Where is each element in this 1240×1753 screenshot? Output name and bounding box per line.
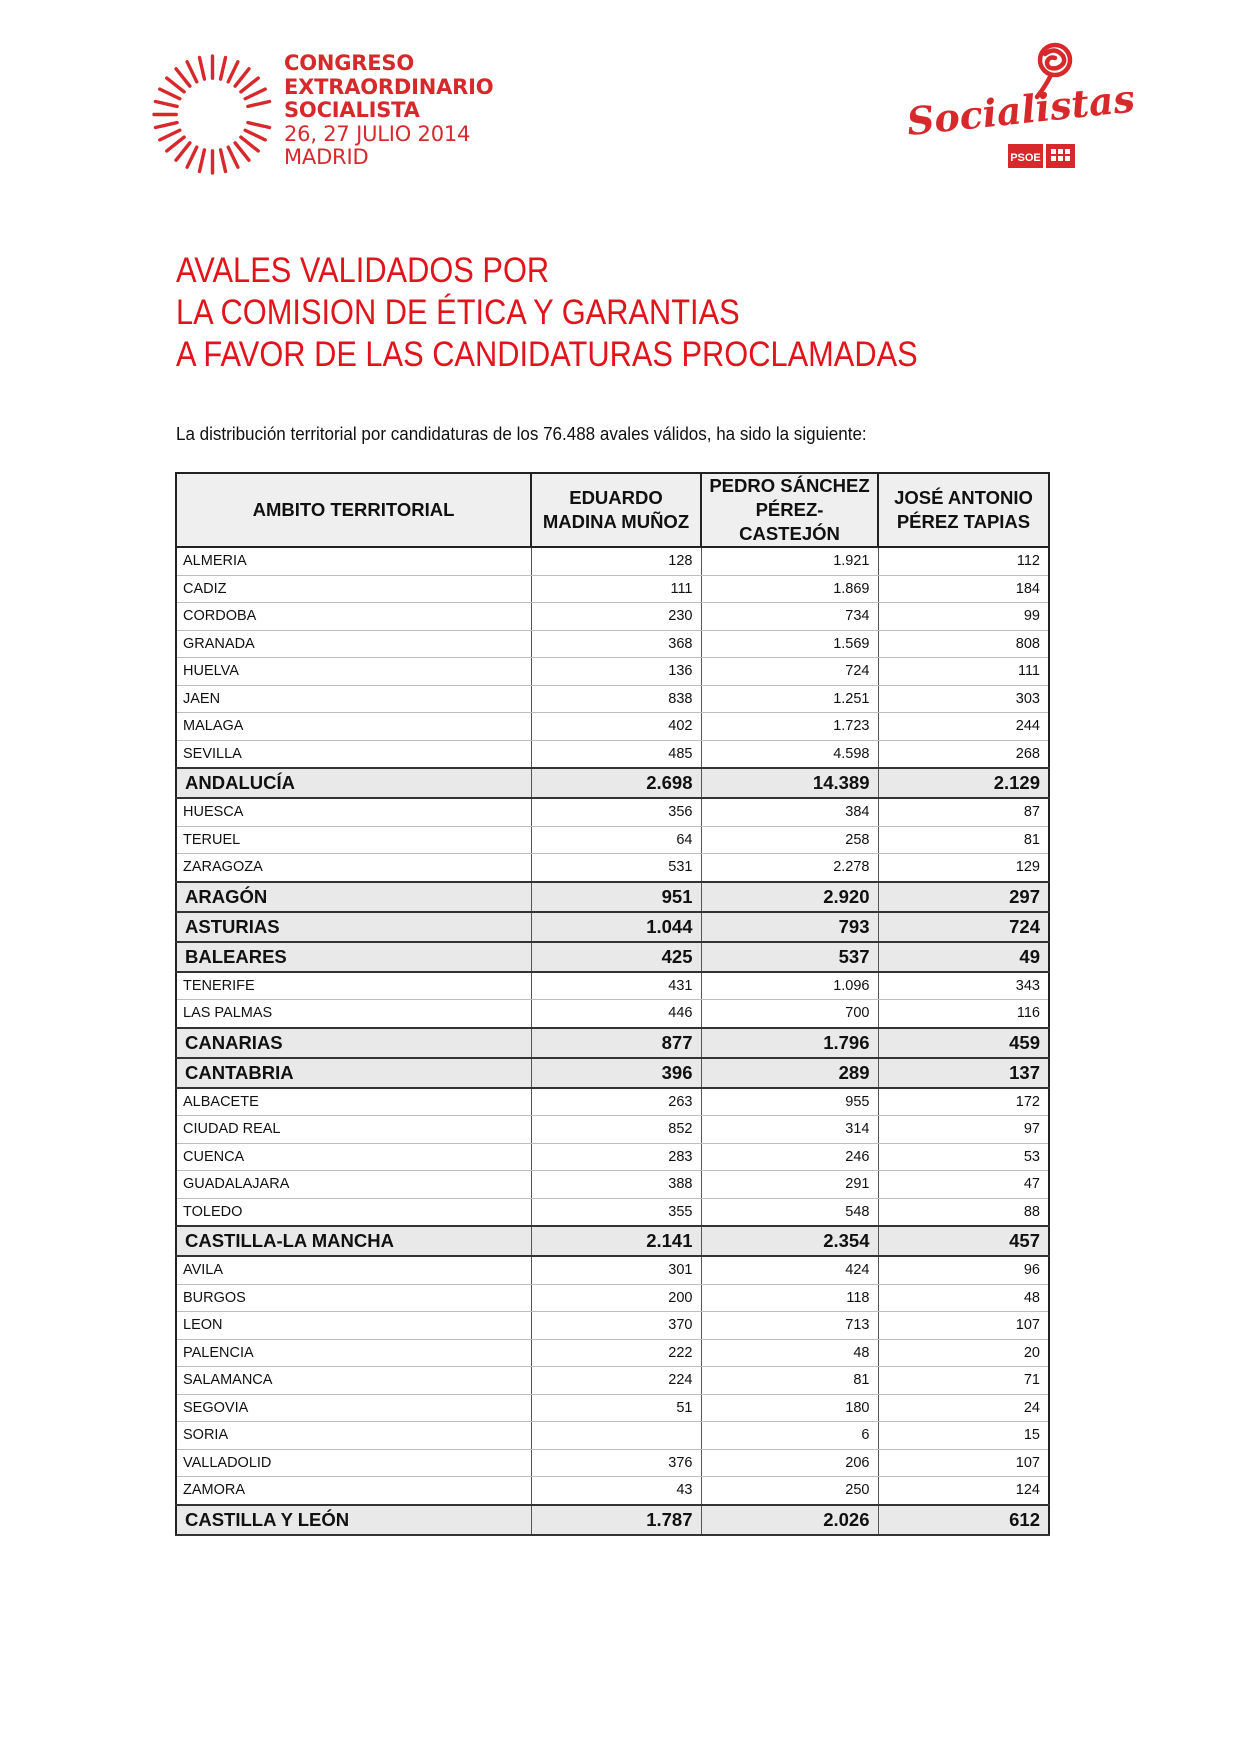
value-sanchez: 1.569 [701,630,878,658]
value-madina: 402 [531,713,701,741]
psoe-badge-text: PSOE [1010,152,1041,164]
title-line-2: LA COMISION DE ÉTICA Y GARANTIAS [176,293,740,332]
value-sanchez: 424 [701,1256,878,1284]
table-row [176,972,1049,1000]
value-madina: 224 [531,1367,701,1395]
value-sanchez: 1.251 [701,685,878,713]
value-tapias: 71 [878,1367,1049,1395]
territory-name: TERUEL [176,826,531,854]
territory-name: CUENCA [176,1143,531,1171]
value-tapias: 81 [878,826,1049,854]
value-sanchez: 180 [701,1394,878,1422]
sunburst-ray [176,143,190,160]
table-total-row [176,1028,1049,1058]
value-madina: 356 [531,798,701,826]
table-total-row [176,1058,1049,1088]
table-total-row [176,1505,1049,1535]
table-row [176,1000,1049,1028]
table-row [176,603,1049,631]
congreso-place: MADRID [284,145,369,169]
territory-name: AVILA [176,1256,531,1284]
value-sanchez: 713 [701,1312,878,1340]
value-tapias: 47 [878,1171,1049,1199]
table-total-row [176,912,1049,942]
value-tapias: 48 [878,1284,1049,1312]
table-row [176,1367,1049,1395]
table-row [176,1394,1049,1422]
table-row [176,547,1049,575]
value-tapias: 124 [878,1477,1049,1505]
table-row [176,1171,1049,1199]
value-sanchez: 48 [701,1339,878,1367]
territory-name: CORDOBA [176,603,531,631]
value-madina: 263 [531,1088,701,1116]
sunburst-ray [155,123,177,128]
table-total-row [176,942,1049,972]
table-row [176,1477,1049,1505]
territory-name: GRANADA [176,630,531,658]
value-tapias: 724 [878,912,1049,942]
congreso-line-2: EXTRAORDINARIO [284,74,494,99]
table-row [176,1422,1049,1450]
value-sanchez: 246 [701,1143,878,1171]
value-tapias: 297 [878,882,1049,912]
value-madina: 838 [531,685,701,713]
territory-name: ZARAGOZA [176,854,531,882]
value-madina: 283 [531,1143,701,1171]
value-sanchez: 258 [701,826,878,854]
territory-name: CASTILLA-LA MANCHA [176,1226,531,1256]
value-sanchez: 1.869 [701,575,878,603]
socialistas-wordmark: Socialistas [904,75,1137,145]
value-tapias: 129 [878,854,1049,882]
value-sanchez: 81 [701,1367,878,1395]
value-sanchez: 793 [701,912,878,942]
value-sanchez: 206 [701,1449,878,1477]
territory-name: GUADALAJARA [176,1171,531,1199]
territory-name: ARAGÓN [176,882,531,912]
sunburst-ray [160,130,180,140]
territory-name: LAS PALMAS [176,1000,531,1028]
territory-name: TENERIFE [176,972,531,1000]
value-madina: 222 [531,1339,701,1367]
sunburst-ray [248,101,270,106]
value-madina: 485 [531,740,701,768]
table-row [176,854,1049,882]
value-sanchez: 1.796 [701,1028,878,1058]
table-row [176,1256,1049,1284]
value-tapias: 303 [878,685,1049,713]
table-row [176,1284,1049,1312]
value-madina: 431 [531,972,701,1000]
value-sanchez: 289 [701,1058,878,1088]
value-tapias: 116 [878,1000,1049,1028]
sunburst-ray [187,62,197,82]
sunburst-ray [155,101,177,106]
table-row [176,713,1049,741]
value-madina: 200 [531,1284,701,1312]
value-madina: 852 [531,1116,701,1144]
value-madina: 64 [531,826,701,854]
value-madina: 355 [531,1198,701,1226]
psoe-socialistas-logo [904,38,1137,178]
territory-name: CIUDAD REAL [176,1116,531,1144]
value-sanchez: 2.920 [701,882,878,912]
table-row [176,658,1049,686]
table-row [176,1198,1049,1226]
sunburst-ray [221,57,226,79]
territory-name: MALAGA [176,713,531,741]
value-sanchez: 6 [701,1422,878,1450]
value-madina: 388 [531,1171,701,1199]
value-tapias: 20 [878,1339,1049,1367]
intro-paragraph: La distribución territorial por candidaturas de los 76.488 avales válidos, ha sido la siguiente: [176,423,867,444]
value-sanchez: 4.598 [701,740,878,768]
value-sanchez: 314 [701,1116,878,1144]
sunburst-ray [221,150,226,172]
table-row [176,1088,1049,1116]
sunburst-ray [228,62,238,82]
value-madina: 446 [531,1000,701,1028]
table-row [176,630,1049,658]
value-sanchez: 1.723 [701,713,878,741]
territory-name: CANTABRIA [176,1058,531,1088]
value-sanchez: 2.026 [701,1505,878,1535]
sunburst-ray [248,123,270,128]
value-madina: 128 [531,547,701,575]
sunburst-ray [167,78,184,92]
territory-name: SEVILLA [176,740,531,768]
table-row [176,1116,1049,1144]
value-sanchez: 537 [701,942,878,972]
value-sanchez: 250 [701,1477,878,1505]
sunburst-ray [187,147,197,167]
table-row [176,740,1049,768]
table-row [176,1143,1049,1171]
territory-name: HUELVA [176,658,531,686]
value-tapias: 99 [878,603,1049,631]
value-tapias: 112 [878,547,1049,575]
value-tapias: 111 [878,658,1049,686]
sunburst-ray [241,78,258,92]
sunburst-ray [241,137,258,151]
territory-name: ASTURIAS [176,912,531,942]
table-row [176,1312,1049,1340]
table-total-row [176,768,1049,798]
value-tapias: 15 [878,1422,1049,1450]
territory-name: CASTILLA Y LEÓN [176,1505,531,1535]
sunburst-ray [235,69,249,86]
value-tapias: 107 [878,1449,1049,1477]
value-tapias: 457 [878,1226,1049,1256]
value-tapias: 172 [878,1088,1049,1116]
value-madina: 370 [531,1312,701,1340]
table-total-row [176,1226,1049,1256]
sunburst-ray [176,69,190,86]
territory-name: BURGOS [176,1284,531,1312]
title-line-3: A FAVOR DE LAS CANDIDATURAS PROCLAMADAS [176,335,918,374]
sunburst-ray [199,150,204,172]
congreso-line-1: CONGRESO [284,51,414,75]
territory-name: ALMERIA [176,547,531,575]
value-tapias: 137 [878,1058,1049,1088]
table-header-row [176,473,1049,547]
value-sanchez: 548 [701,1198,878,1226]
value-sanchez: 700 [701,1000,878,1028]
table-row [176,826,1049,854]
value-tapias: 24 [878,1394,1049,1422]
value-tapias: 107 [878,1312,1049,1340]
value-tapias: 459 [878,1028,1049,1058]
table-row [176,575,1049,603]
table-row [176,798,1049,826]
value-tapias: 96 [878,1256,1049,1284]
territory-name: JAEN [176,685,531,713]
sunburst-ray [245,89,265,99]
territory-name: CANARIAS [176,1028,531,1058]
value-sanchez: 2.354 [701,1226,878,1256]
value-sanchez: 2.278 [701,854,878,882]
territory-name: VALLADOLID [176,1449,531,1477]
value-sanchez: 291 [701,1171,878,1199]
territory-name: BALEARES [176,942,531,972]
value-tapias: 97 [878,1116,1049,1144]
territory-name: SORIA [176,1422,531,1450]
header-tapias: JOSÉ ANTONIO PÉREZ TAPIAS [878,473,1049,547]
value-tapias: 49 [878,942,1049,972]
value-tapias: 184 [878,575,1049,603]
value-madina: 396 [531,1058,701,1088]
title-line-1: AVALES VALIDADOS POR [176,251,550,290]
value-madina: 1.044 [531,912,701,942]
value-tapias: 88 [878,1198,1049,1226]
value-madina: 425 [531,942,701,972]
value-tapias: 244 [878,713,1049,741]
congreso-line-3: SOCIALISTA [284,98,420,122]
value-madina: 301 [531,1256,701,1284]
value-madina: 376 [531,1449,701,1477]
header-sanchez: PEDRO SÁNCHEZ PÉREZ-CASTEJÓN [701,473,878,547]
value-madina: 2.141 [531,1226,701,1256]
psoe-badge [1008,144,1075,168]
table-row [176,1449,1049,1477]
value-madina: 136 [531,658,701,686]
territory-name: ALBACETE [176,1088,531,1116]
congreso-sunburst-logo [150,52,275,177]
value-sanchez: 384 [701,798,878,826]
header-madina: EDUARDO MADINA MUÑOZ [531,473,701,547]
value-tapias: 53 [878,1143,1049,1171]
congreso-date: 26, 27 JULIO 2014 [284,121,471,146]
value-madina: 43 [531,1477,701,1505]
territory-name: PALENCIA [176,1339,531,1367]
value-sanchez: 724 [701,658,878,686]
value-madina: 111 [531,575,701,603]
value-madina: 877 [531,1028,701,1058]
table-body [176,547,1049,1535]
value-sanchez: 1.096 [701,972,878,1000]
value-tapias: 87 [878,798,1049,826]
value-sanchez: 14.389 [701,768,878,798]
sunburst-ray [167,137,184,151]
value-sanchez: 1.921 [701,547,878,575]
sunburst-ray [245,130,265,140]
value-tapias: 343 [878,972,1049,1000]
territory-name: SEGOVIA [176,1394,531,1422]
document-title [176,250,918,376]
value-madina: 951 [531,882,701,912]
value-madina: 1.787 [531,1505,701,1535]
table-row [176,1339,1049,1367]
value-madina: 230 [531,603,701,631]
territory-name: HUESCA [176,798,531,826]
value-sanchez: 955 [701,1088,878,1116]
congreso-header-text [284,52,493,170]
value-tapias: 268 [878,740,1049,768]
sunburst-ray [235,143,249,160]
territory-name: CADIZ [176,575,531,603]
value-madina: 2.698 [531,768,701,798]
territory-name: LEON [176,1312,531,1340]
value-tapias: 808 [878,630,1049,658]
sunburst-ray [160,89,180,99]
value-madina: 531 [531,854,701,882]
sunburst-ray [228,147,238,167]
value-sanchez: 734 [701,603,878,631]
value-madina: 368 [531,630,701,658]
header-ambito: AMBITO TERRITORIAL [176,473,531,547]
territory-name: ZAMORA [176,1477,531,1505]
table-row [176,685,1049,713]
territory-name: TOLEDO [176,1198,531,1226]
sunburst-ray [199,57,204,79]
territory-name: ANDALUCÍA [176,768,531,798]
table-total-row [176,882,1049,912]
territory-name: SALAMANCA [176,1367,531,1395]
avales-table [175,472,1050,1536]
value-madina [531,1422,701,1450]
value-tapias: 2.129 [878,768,1049,798]
value-madina: 51 [531,1394,701,1422]
value-sanchez: 118 [701,1284,878,1312]
value-tapias: 612 [878,1505,1049,1535]
